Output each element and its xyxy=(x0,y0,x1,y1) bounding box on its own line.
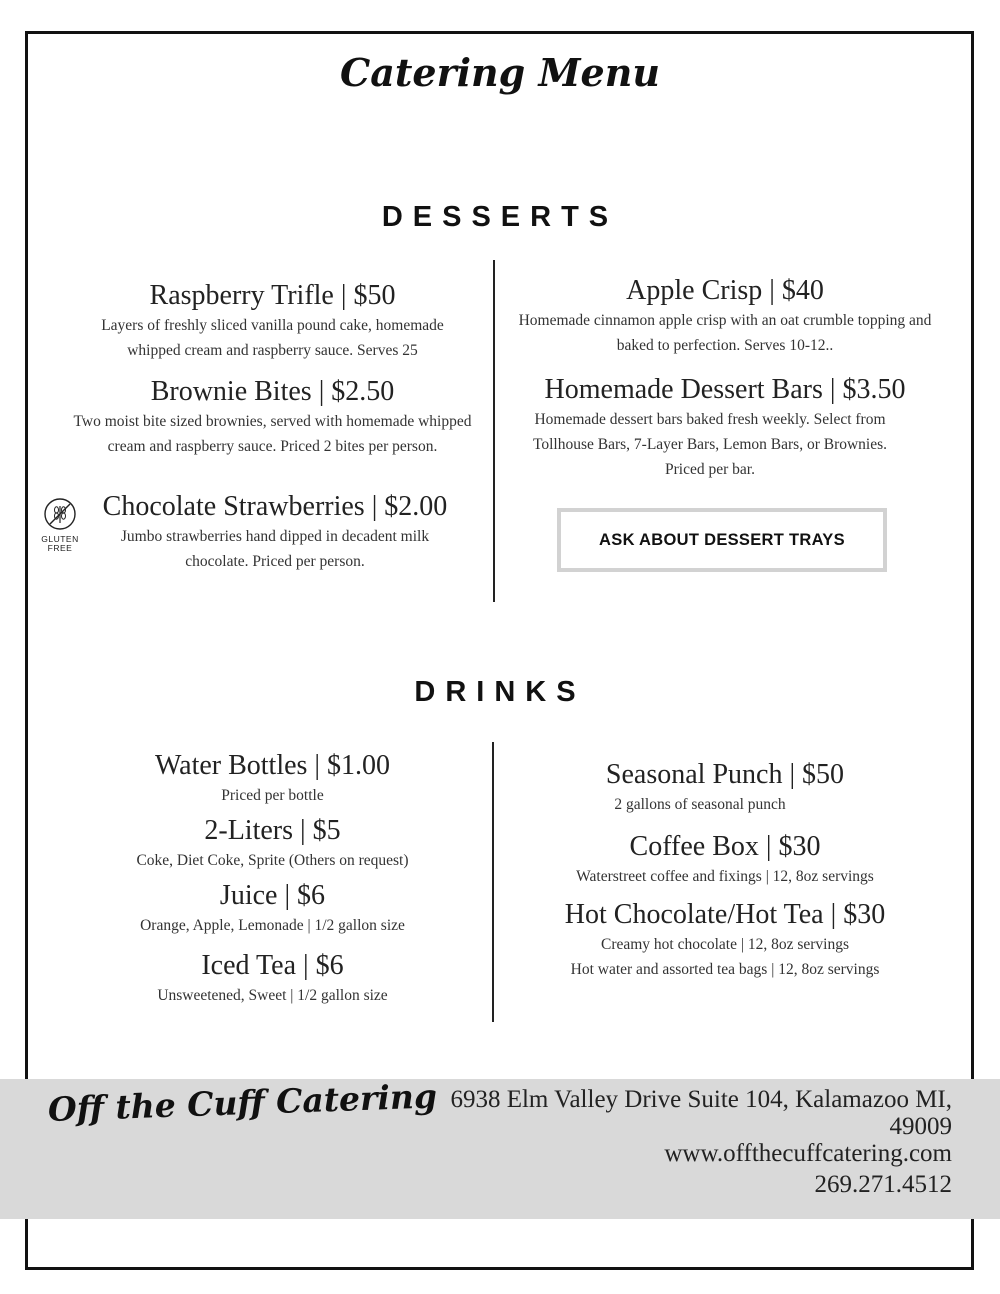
brand-logo-text: Off the Cuff Catering xyxy=(47,1076,438,1129)
website-link[interactable]: www.offthecuffcatering.com xyxy=(664,1140,952,1167)
dessert-item-chocolate-strawberries xyxy=(85,490,465,574)
dessert-item-dessert-bars xyxy=(505,373,945,482)
item-name: 2-Liters | $5 xyxy=(204,815,341,846)
drink-item-iced-tea xyxy=(60,949,485,1008)
drinks-divider xyxy=(492,742,494,1022)
item-desc: Jumbo strawberries hand dipped in decadent milk chocolate. Priced per person. xyxy=(120,528,430,570)
drink-item-juice xyxy=(60,879,485,938)
item-desc: Homemade cinnamon apple crisp with an oat crumble topping and baked to perfection. Serves 10-12.. xyxy=(518,312,932,354)
dessert-item-raspberry-trifle xyxy=(60,279,485,363)
drinks-heading: DRINKS xyxy=(414,676,586,708)
desserts-heading: DESSERTS xyxy=(381,201,619,233)
gluten-free-label-2: FREE xyxy=(47,543,73,553)
drink-item-water-bottles xyxy=(60,749,485,808)
menu-title: Catering Menu xyxy=(340,50,660,95)
item-name: Hot Chocolate/Hot Tea | $30 xyxy=(564,899,886,930)
item-desc: Unsweetened, Sweet | 1/2 gallon size xyxy=(157,987,388,1004)
phone-number[interactable]: 269.271.4512 xyxy=(814,1171,952,1198)
item-name: Juice | $6 xyxy=(219,880,326,911)
drink-item-seasonal-punch xyxy=(505,758,945,817)
ask-dessert-trays-button[interactable]: ASK ABOUT DESSERT TRAYS xyxy=(557,508,887,572)
item-desc: Priced per bottle xyxy=(221,787,324,804)
item-desc: Layers of freshly sliced vanilla pound cake, homemade whipped cream and raspberry sauce. Serves 25 xyxy=(101,317,444,359)
item-desc: 2 gallons of seasonal punch xyxy=(614,796,786,813)
item-name: Iced Tea | $6 xyxy=(201,950,344,981)
item-desc-2: Hot water and assorted tea bags | 12, 8oz servings xyxy=(570,961,880,978)
drink-item-coffee-box xyxy=(505,830,945,889)
item-desc: Coke, Diet Coke, Sprite (Others on request) xyxy=(136,852,409,869)
gluten-free-label-1: GLUTEN xyxy=(41,534,79,544)
item-name: Coffee Box | $30 xyxy=(629,831,821,862)
contact-block xyxy=(392,1086,952,1198)
address-line-1: 6938 Elm Valley Drive Suite 104, Kalamazoo MI, xyxy=(450,1086,952,1113)
item-desc: Creamy hot chocolate | 12, 8oz servings xyxy=(600,936,850,953)
address-line-2: 49009 xyxy=(889,1113,952,1140)
item-name: Water Bottles | $1.00 xyxy=(154,750,391,781)
item-desc: Two moist bite sized brownies, served with homemade whipped cream and raspberry sauce. Priced 2 bites per person. xyxy=(73,413,472,455)
item-name: Apple Crisp | $40 xyxy=(626,275,824,306)
item-name: Raspberry Trifle | $50 xyxy=(149,280,396,311)
drink-item-hot-chocolate-tea xyxy=(505,898,945,982)
item-name: Brownie Bites | $2.50 xyxy=(150,376,395,407)
item-name: Seasonal Punch | $50 xyxy=(605,759,845,790)
dessert-item-apple-crisp xyxy=(505,274,945,358)
item-desc: Orange, Apple, Lemonade | 1/2 gallon size xyxy=(140,917,405,934)
item-name: Chocolate Strawberries | $2.00 xyxy=(102,491,448,522)
wheat-icon xyxy=(43,497,77,531)
gluten-free-badge xyxy=(37,497,83,553)
dessert-item-brownie-bites xyxy=(60,375,485,459)
desserts-divider xyxy=(493,260,495,602)
item-name: Homemade Dessert Bars | $3.50 xyxy=(544,374,906,405)
item-desc: Waterstreet coffee and fixings | 12, 8oz servings xyxy=(576,868,874,885)
drink-item-2-liters xyxy=(60,814,485,873)
item-desc: Homemade dessert bars baked fresh weekly. Select from Tollhouse Bars, 7-Layer Bars, Lemon Bars, or Brownies. Priced per bar. xyxy=(532,411,888,478)
